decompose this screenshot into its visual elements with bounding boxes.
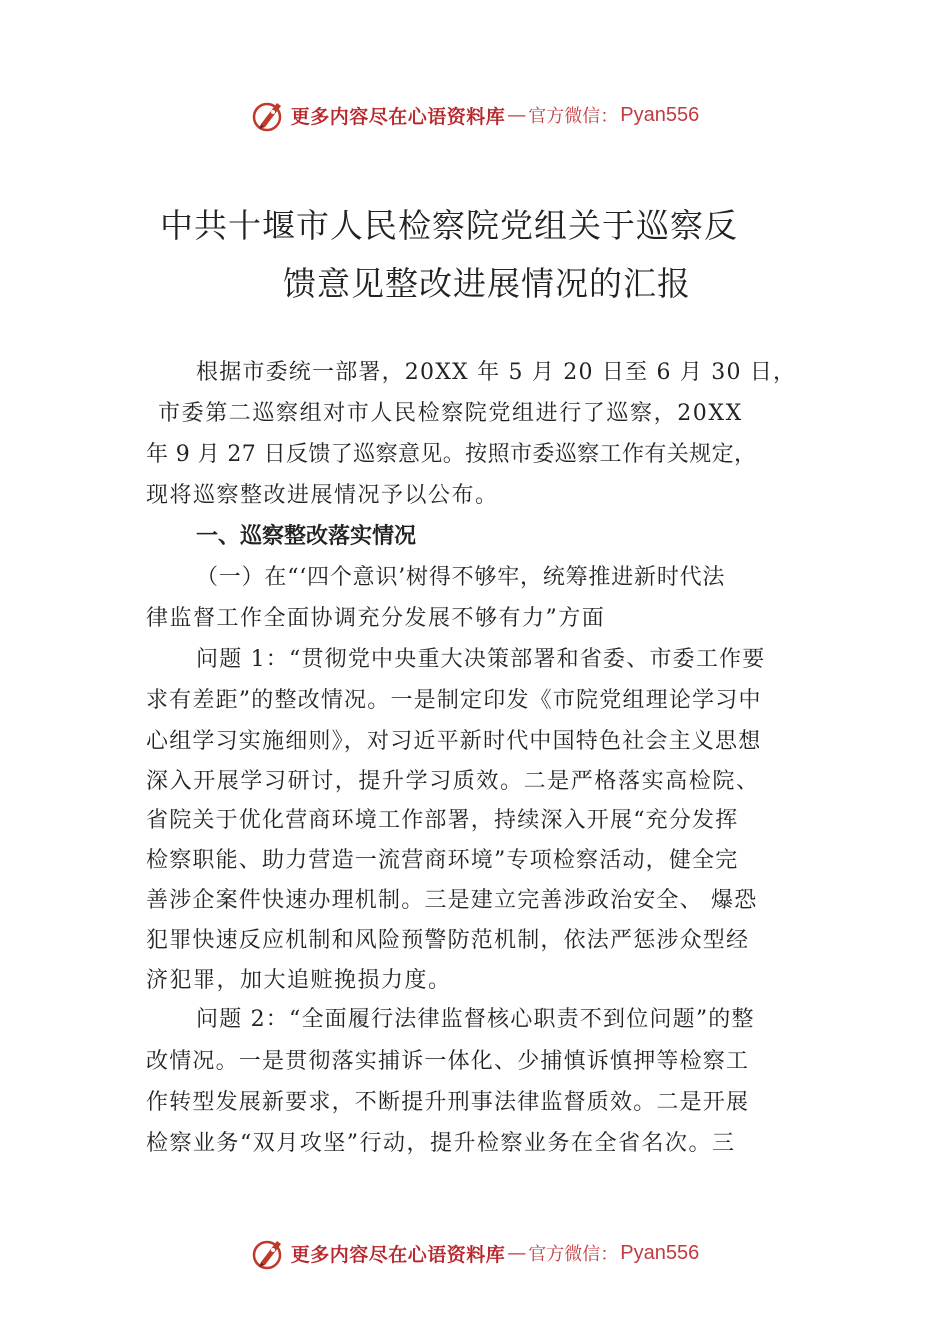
body-line: 问题 1：“贯彻党中央重大决策部署和省委、市委工作要 xyxy=(196,647,766,672)
section-heading: 一、巡察整改落实情况 xyxy=(196,524,417,549)
header-watermark-banner xyxy=(0,95,950,135)
document-title-line-2: 馈意见整改进展情况的汇报 xyxy=(283,264,691,303)
body-line: 检察职能、助力营造一流营商环境”专项检察活动，健全完 xyxy=(146,848,739,873)
body-line: 犯罪快速反应机制和风险预警防范机制，依法严惩涉众型经 xyxy=(146,928,750,953)
banner-wechat-label: 官方微信： xyxy=(528,1244,619,1265)
body-line: 检察业务“双月攻坚”行动，提升检察业务在全省名次。三 xyxy=(146,1131,736,1156)
document-title-line-1: 中共十堰市人民检察院党组关于巡察反 xyxy=(160,206,738,245)
body-line: 善涉企案件快速办理机制。三是建立完善涉政治安全、 爆恐 xyxy=(146,888,758,913)
banner-main-text: 更多内容尽在心语资料库 xyxy=(290,105,506,128)
pen-logo-icon xyxy=(251,97,287,133)
banner-wechat-id: Pyan556 xyxy=(620,1241,700,1264)
body-line: 改情况。一是贯彻落实捕诉一体化、少捕慎诉慎押等检察工 xyxy=(146,1049,750,1074)
body-line: 心组学习实施细则》，对习近平新时代中国特色社会主义思想 xyxy=(146,729,762,754)
banner-wechat-label: 官方微信： xyxy=(528,106,619,127)
body-line: 现将巡察整改进展情况予以公布。 xyxy=(146,483,499,508)
banner-dash: — xyxy=(507,104,527,126)
banner-dash: — xyxy=(507,1242,527,1264)
banner-wechat-id: Pyan556 xyxy=(620,103,700,126)
subsection-heading: 律监督工作全面协调充分发展不够有力”方面 xyxy=(146,606,606,631)
body-line: 年 9 月 27 日反馈了巡察意见。按照市委巡察工作有关规定， xyxy=(146,442,757,467)
footer-watermark-banner xyxy=(0,1233,950,1273)
pen-logo-icon xyxy=(251,1235,287,1271)
body-line: 求有差距”的整改情况。一是制定印发《市院党组理论学习中 xyxy=(146,688,762,713)
body-line: 作转型发展新要求，不断提升刑事法律监督质效。二是开展 xyxy=(146,1090,750,1115)
body-line: 深入开展学习研讨，提升学习质效。二是严格落实高检院、 xyxy=(146,769,760,794)
body-line: 问题 2：“全面履行法律监督核心职责不到位问题”的整 xyxy=(196,1007,755,1032)
banner-main-text: 更多内容尽在心语资料库 xyxy=(290,1243,506,1266)
subsection-heading: （一）在“‘四个意识’树得不够牢，统筹推进新时代法 xyxy=(196,565,726,590)
body-line: 市委第二巡察组对市人民检察院党组进行了巡察，20XX xyxy=(158,401,743,426)
body-line: 省院关于优化营商环境工作部署，持续深入开展“充分发挥 xyxy=(146,808,739,833)
body-line: 根据市委统一部署，20XX 年 5 月 20 日至 6 月 30 日， xyxy=(196,360,797,385)
body-line: 济犯罪，加大追赃挽损力度。 xyxy=(146,968,452,993)
